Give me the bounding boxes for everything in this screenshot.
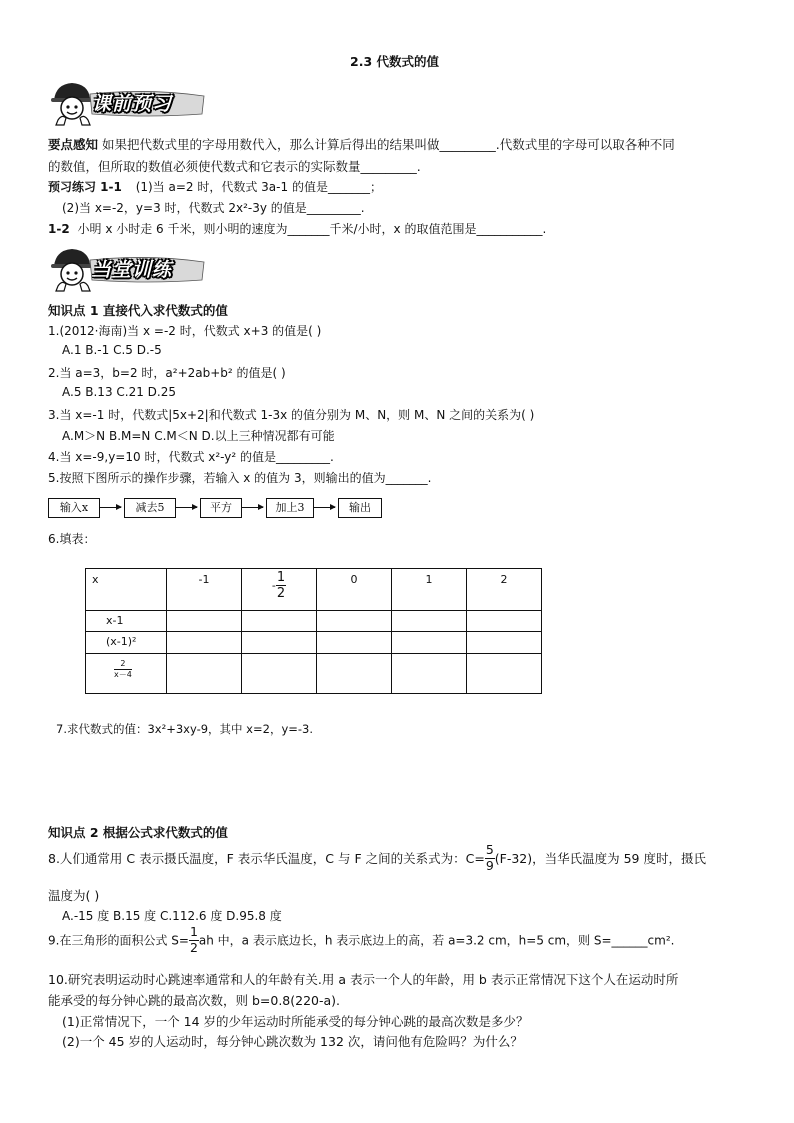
fraction-denominator: 2 xyxy=(276,586,286,601)
question-8-part2: (F-32)，当华氏温度为 59 度时，摄氏 xyxy=(494,851,706,866)
page-title: 2.3 代数式的值 xyxy=(350,54,439,69)
question-3: 3.当 x=-1 时，代数式|5x+2|和代数式 1-3x 的值分别为 M、N，则 M、N 之间的关系为( ) xyxy=(48,408,535,422)
key-points-text1: 如果把代数式里的字母用数代入，那么计算后得出的结果叫做_________.代数式里的字母可以取各种不同 xyxy=(102,137,675,152)
table-cell[interactable] xyxy=(317,611,392,632)
question-6: 6.填表： xyxy=(48,532,96,546)
preview-exercise-1-2-text: 小明 x 小时走 6 千米，则小明的速度为_______千米/小时，x 的取值范围是___________. xyxy=(77,222,547,236)
fill-in-table xyxy=(85,568,542,694)
flow-step-add: 加上3 xyxy=(266,498,314,518)
key-points-line1 xyxy=(48,135,675,153)
question-8 xyxy=(48,844,706,872)
question-1: 1.(2012·海南)当 x =-2 时，代数式 x+3 的值是( ) xyxy=(48,324,322,338)
table-row xyxy=(86,632,542,654)
section-banner-practice xyxy=(48,246,208,290)
fraction-numerator: 1 xyxy=(276,570,286,585)
flow-step-square: 平方 xyxy=(200,498,242,518)
table-cell[interactable] xyxy=(167,654,242,694)
table-cell[interactable] xyxy=(167,632,242,654)
preview-exercise-1-2-label: 1-2 xyxy=(48,222,70,236)
flow-arrow xyxy=(313,507,335,508)
question-10-line1: 10.研究表明运动时心跳速率通常和人的年龄有关.用 a 表示一个人的年龄，用 b 表示正常情况下这个人在运动时所 xyxy=(48,972,679,987)
question-8-part1: 8.人们通常用 C 表示摄氏温度，F 表示华氏温度，C 与 F 之间的关系式为：C= xyxy=(48,851,485,866)
kp1-heading: 知识点 1 直接代入求代数式的值 xyxy=(48,303,228,318)
table-header-cell: 2 xyxy=(467,569,542,611)
table-cell[interactable] xyxy=(467,611,542,632)
question-2: 2.当 a=3，b=2 时，a²+2ab+b² 的值是( ) xyxy=(48,366,286,380)
table-cell[interactable] xyxy=(392,611,467,632)
flow-step-subtract: 减去5 xyxy=(124,498,176,518)
flow-step-output: 输出 xyxy=(338,498,382,518)
table-cell[interactable] xyxy=(392,632,467,654)
preview-exercise-1-1 xyxy=(48,178,382,195)
question-5: 5.按照下图所示的操作步骤，若输入 x 的值为 3，则输出的值为_______. xyxy=(48,471,432,485)
question-1-options: A.1 B.-1 C.5 D.-5 xyxy=(62,343,162,357)
question-10-sub1: (1)正常情况下，一个 14 岁的少年运动时所能承受的每分钟心跳的最高次数是多少？ xyxy=(62,1014,529,1029)
question-7: 7.求代数式的值：3x²+3xy-9，其中 x=2，y=-3. xyxy=(56,722,314,736)
preview-exercise-1-1-part1: (1)当 a=2 时，代数式 3a-1 的值是_______； xyxy=(135,180,382,194)
table-cell[interactable] xyxy=(242,611,317,632)
table-row xyxy=(86,569,542,611)
table-row-label xyxy=(86,654,167,694)
fraction-numerator: 1 xyxy=(189,924,198,939)
table-cell[interactable] xyxy=(242,632,317,654)
question-4: 4.当 x=-9,y=10 时，代数式 x²-y² 的值是_________. xyxy=(48,450,334,464)
question-9-part2: ah 中，a 表示底边长，h 表示底边上的高，若 a=3.2 cm，h=5 cm，则 S=______cm². xyxy=(198,933,675,948)
question-3-options: A.M＞N B.M=N C.M＜N D.以上三种情况都有可能 xyxy=(62,429,335,443)
table-header-cell xyxy=(242,569,317,611)
table-row-label: (x-1)² xyxy=(86,632,167,654)
preview-exercise-1-2 xyxy=(48,220,546,237)
preview-exercise-label: 预习练习 1-1 xyxy=(48,180,122,194)
flow-arrow xyxy=(241,507,263,508)
table-cell[interactable] xyxy=(317,632,392,654)
fraction-denominator: 9 xyxy=(485,857,494,873)
fraction-numerator: 5 xyxy=(485,842,494,857)
question-2-options: A.5 B.13 C.21 D.25 xyxy=(62,385,176,399)
question-10-sub2: (2)一个 45 岁的人运动时，每分钟心跳次数为 132 次，请问他有危险吗？为什么？ xyxy=(62,1034,523,1049)
question-8-line2: 温度为( ) xyxy=(48,888,100,903)
kp2-heading: 知识点 2 根据公式求代数式的值 xyxy=(48,825,228,840)
table-cell[interactable] xyxy=(167,611,242,632)
fraction-numerator: 2 xyxy=(114,660,132,670)
table-cell[interactable] xyxy=(317,654,392,694)
question-10-line2: 能承受的每分钟心跳的最高次数，则 b=0.8(220-a). xyxy=(48,993,341,1008)
section-banner-preview xyxy=(48,80,208,124)
table-header-cell: -1 xyxy=(167,569,242,611)
key-points-label: 要点感知 xyxy=(48,137,99,152)
question-8-options: A.-15 度 B.15 度 C.112.6 度 D.95.8 度 xyxy=(62,909,282,923)
table-header-x: x xyxy=(86,569,167,611)
flow-step-input: 输入x xyxy=(48,498,100,518)
table-cell[interactable] xyxy=(467,654,542,694)
flow-arrow xyxy=(175,507,197,508)
question-9 xyxy=(48,926,674,954)
preview-exercise-1-1-part2: (2)当 x=-2，y=3 时，代数式 2x²-3y 的值是_________. xyxy=(62,201,365,215)
banner-title-practice: 当堂训练 xyxy=(92,259,173,281)
table-row xyxy=(86,654,542,694)
table-row-label: x-1 xyxy=(86,611,167,632)
table-cell[interactable] xyxy=(242,654,317,694)
table-header-cell: 0 xyxy=(317,569,392,611)
banner-title-preview: 课前预习 xyxy=(92,93,173,115)
table-row xyxy=(86,611,542,632)
flow-arrow xyxy=(99,507,121,508)
key-points-text2: 的数值，但所取的数值必须使代数式和它表示的实际数量_________. xyxy=(48,159,421,174)
table-cell[interactable] xyxy=(392,654,467,694)
table-header-cell: 1 xyxy=(392,569,467,611)
question-9-part1: 9.在三角形的面积公式 S= xyxy=(48,933,189,948)
fraction-denominator: 2 xyxy=(189,939,198,955)
minus-sign: - xyxy=(271,579,276,592)
table-cell[interactable] xyxy=(467,632,542,654)
fraction-denominator: x－4 xyxy=(114,670,132,679)
